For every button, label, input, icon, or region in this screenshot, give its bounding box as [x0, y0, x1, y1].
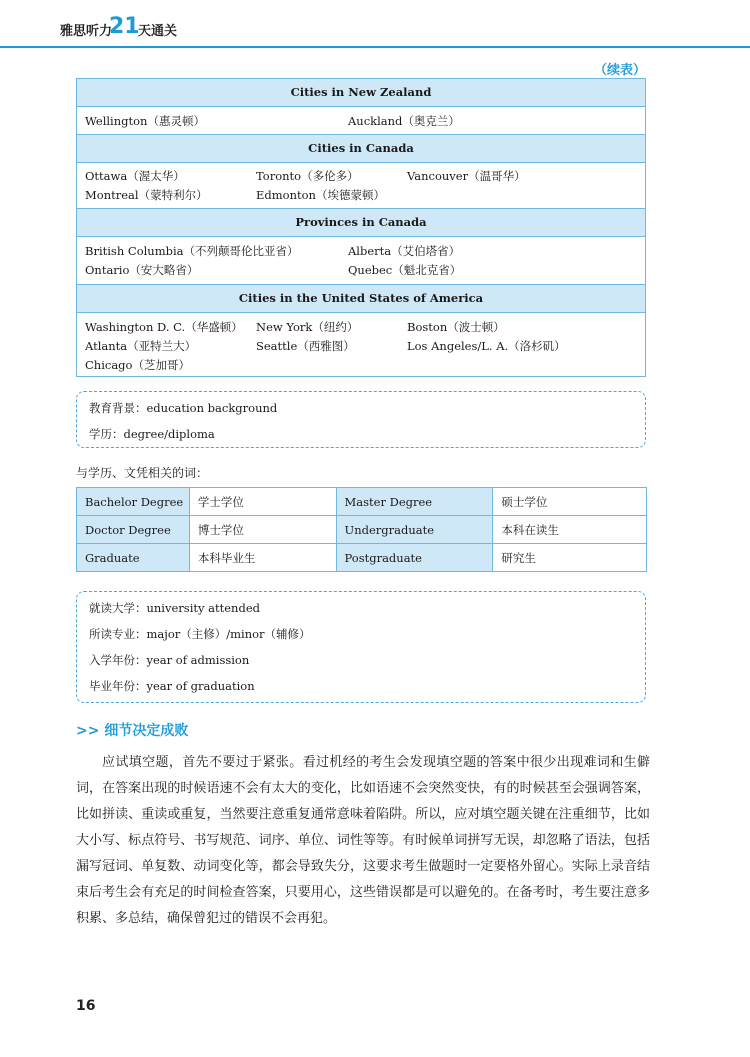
province-cell: Alberta（艾伯塔省）	[348, 244, 461, 258]
city-cell: Seattle（西雅图）	[256, 339, 355, 353]
province-cell: Ontario（安大略省）	[85, 263, 199, 277]
city-cell: Wellington（惠灵顿）	[85, 114, 205, 128]
note-line: 入学年份：year of admission	[89, 653, 250, 667]
city-cell: Washington D. C.（华盛顿）	[85, 320, 243, 334]
degree-en: Bachelor Degree	[77, 488, 190, 516]
city-cell: Vancouver（温哥华）	[407, 169, 526, 183]
table-row	[77, 544, 647, 572]
section-title: >> 细节决定成败	[76, 723, 189, 739]
city-cell: Toronto（多伦多）	[256, 169, 359, 183]
header-rule	[0, 46, 750, 48]
note-line: 所读专业：major（主修）/minor（辅修）	[89, 627, 311, 641]
degree-zh: 本科毕业生	[189, 544, 336, 572]
degree-en: Undergraduate	[336, 516, 493, 544]
province-cell: Quebec（魁北克省）	[348, 263, 462, 277]
city-cell: Ottawa（渥太华）	[85, 169, 185, 183]
cities-table	[76, 78, 646, 377]
degree-zh: 学士学位	[189, 488, 336, 516]
book-title: 雅思听力	[60, 24, 113, 39]
nz-header: Cities in New Zealand	[77, 79, 645, 107]
city-cell: Auckland（奥克兰）	[348, 114, 460, 128]
degree-en: Postgraduate	[336, 544, 493, 572]
degree-zh: 本科在读生	[493, 516, 647, 544]
ca-header: Cities in Canada	[77, 135, 645, 163]
note-line: 教育背景：education background	[89, 401, 278, 415]
city-cell: Chicago（芝加哥）	[85, 358, 190, 372]
table-row	[77, 488, 647, 516]
book-number: 21	[109, 14, 140, 39]
prov-body	[77, 237, 645, 285]
city-cell: Los Angeles/L. A.（洛杉矶）	[407, 339, 566, 353]
degree-zh: 博士学位	[189, 516, 336, 544]
city-cell: New York（纽约）	[256, 320, 359, 334]
page-number: 16	[76, 998, 96, 1014]
body-paragraph: 应试填空题，首先不要过于紧张。看过机经的考生会发现填空题的答案中很少出现难词和生僻词，在答案出现的时候语速不会有太大的变化，比如语速不会突然变快，有的时候甚至会强调答案，比如拼读、重读或重复，当然要注意重复通常意味着陷阱。所以，应对填空题关键在注重细节，比如大小写、标点符号、书写规范、词序、单位、词性等等。有时候单词拼写无误，却忽略了语法，包括漏写冠词、单复数、动词变化等，都会导致失分，这要求考生做题时一定要格外留心。实际上录音结束后考生会有充足的时间检查答案，只要用心，这些错误都是可以避免的。在备考时，考生要注意多积累、多总结，确保曾犯过的错误不会再犯。	[76, 755, 650, 926]
ca-body	[77, 163, 645, 209]
education-note	[76, 391, 646, 448]
degree-en: Master Degree	[336, 488, 493, 516]
note-line: 就读大学：university attended	[89, 601, 260, 615]
note-line: 毕业年份：year of graduation	[89, 679, 255, 693]
note-line: 学历：degree/diploma	[89, 427, 215, 441]
degree-en: Doctor Degree	[77, 516, 190, 544]
school-note	[76, 591, 646, 703]
city-cell: Edmonton（埃德蒙顿）	[256, 188, 385, 202]
page-header	[0, 0, 750, 48]
degree-en: Graduate	[77, 544, 190, 572]
prov-header: Provinces in Canada	[77, 209, 645, 237]
city-cell: Atlanta（亚特兰大）	[85, 339, 197, 353]
city-cell: Montreal（蒙特利尔）	[85, 188, 208, 202]
province-cell: British Columbia（不列颠哥伦比亚省）	[85, 244, 299, 258]
degree-zh: 硕士学位	[493, 488, 647, 516]
city-cell: Boston（波士顿）	[407, 320, 505, 334]
book-title-suffix: 天通关	[138, 24, 178, 39]
degree-zh: 研究生	[493, 544, 647, 572]
nz-body	[77, 107, 645, 135]
us-body	[77, 313, 645, 376]
degrees-label: 与学历、文凭相关的词：	[76, 466, 209, 480]
table-row	[77, 516, 647, 544]
us-header: Cities in the United States of America	[77, 285, 645, 313]
degrees-table	[76, 487, 647, 572]
continued-label: （续表）	[593, 63, 646, 78]
